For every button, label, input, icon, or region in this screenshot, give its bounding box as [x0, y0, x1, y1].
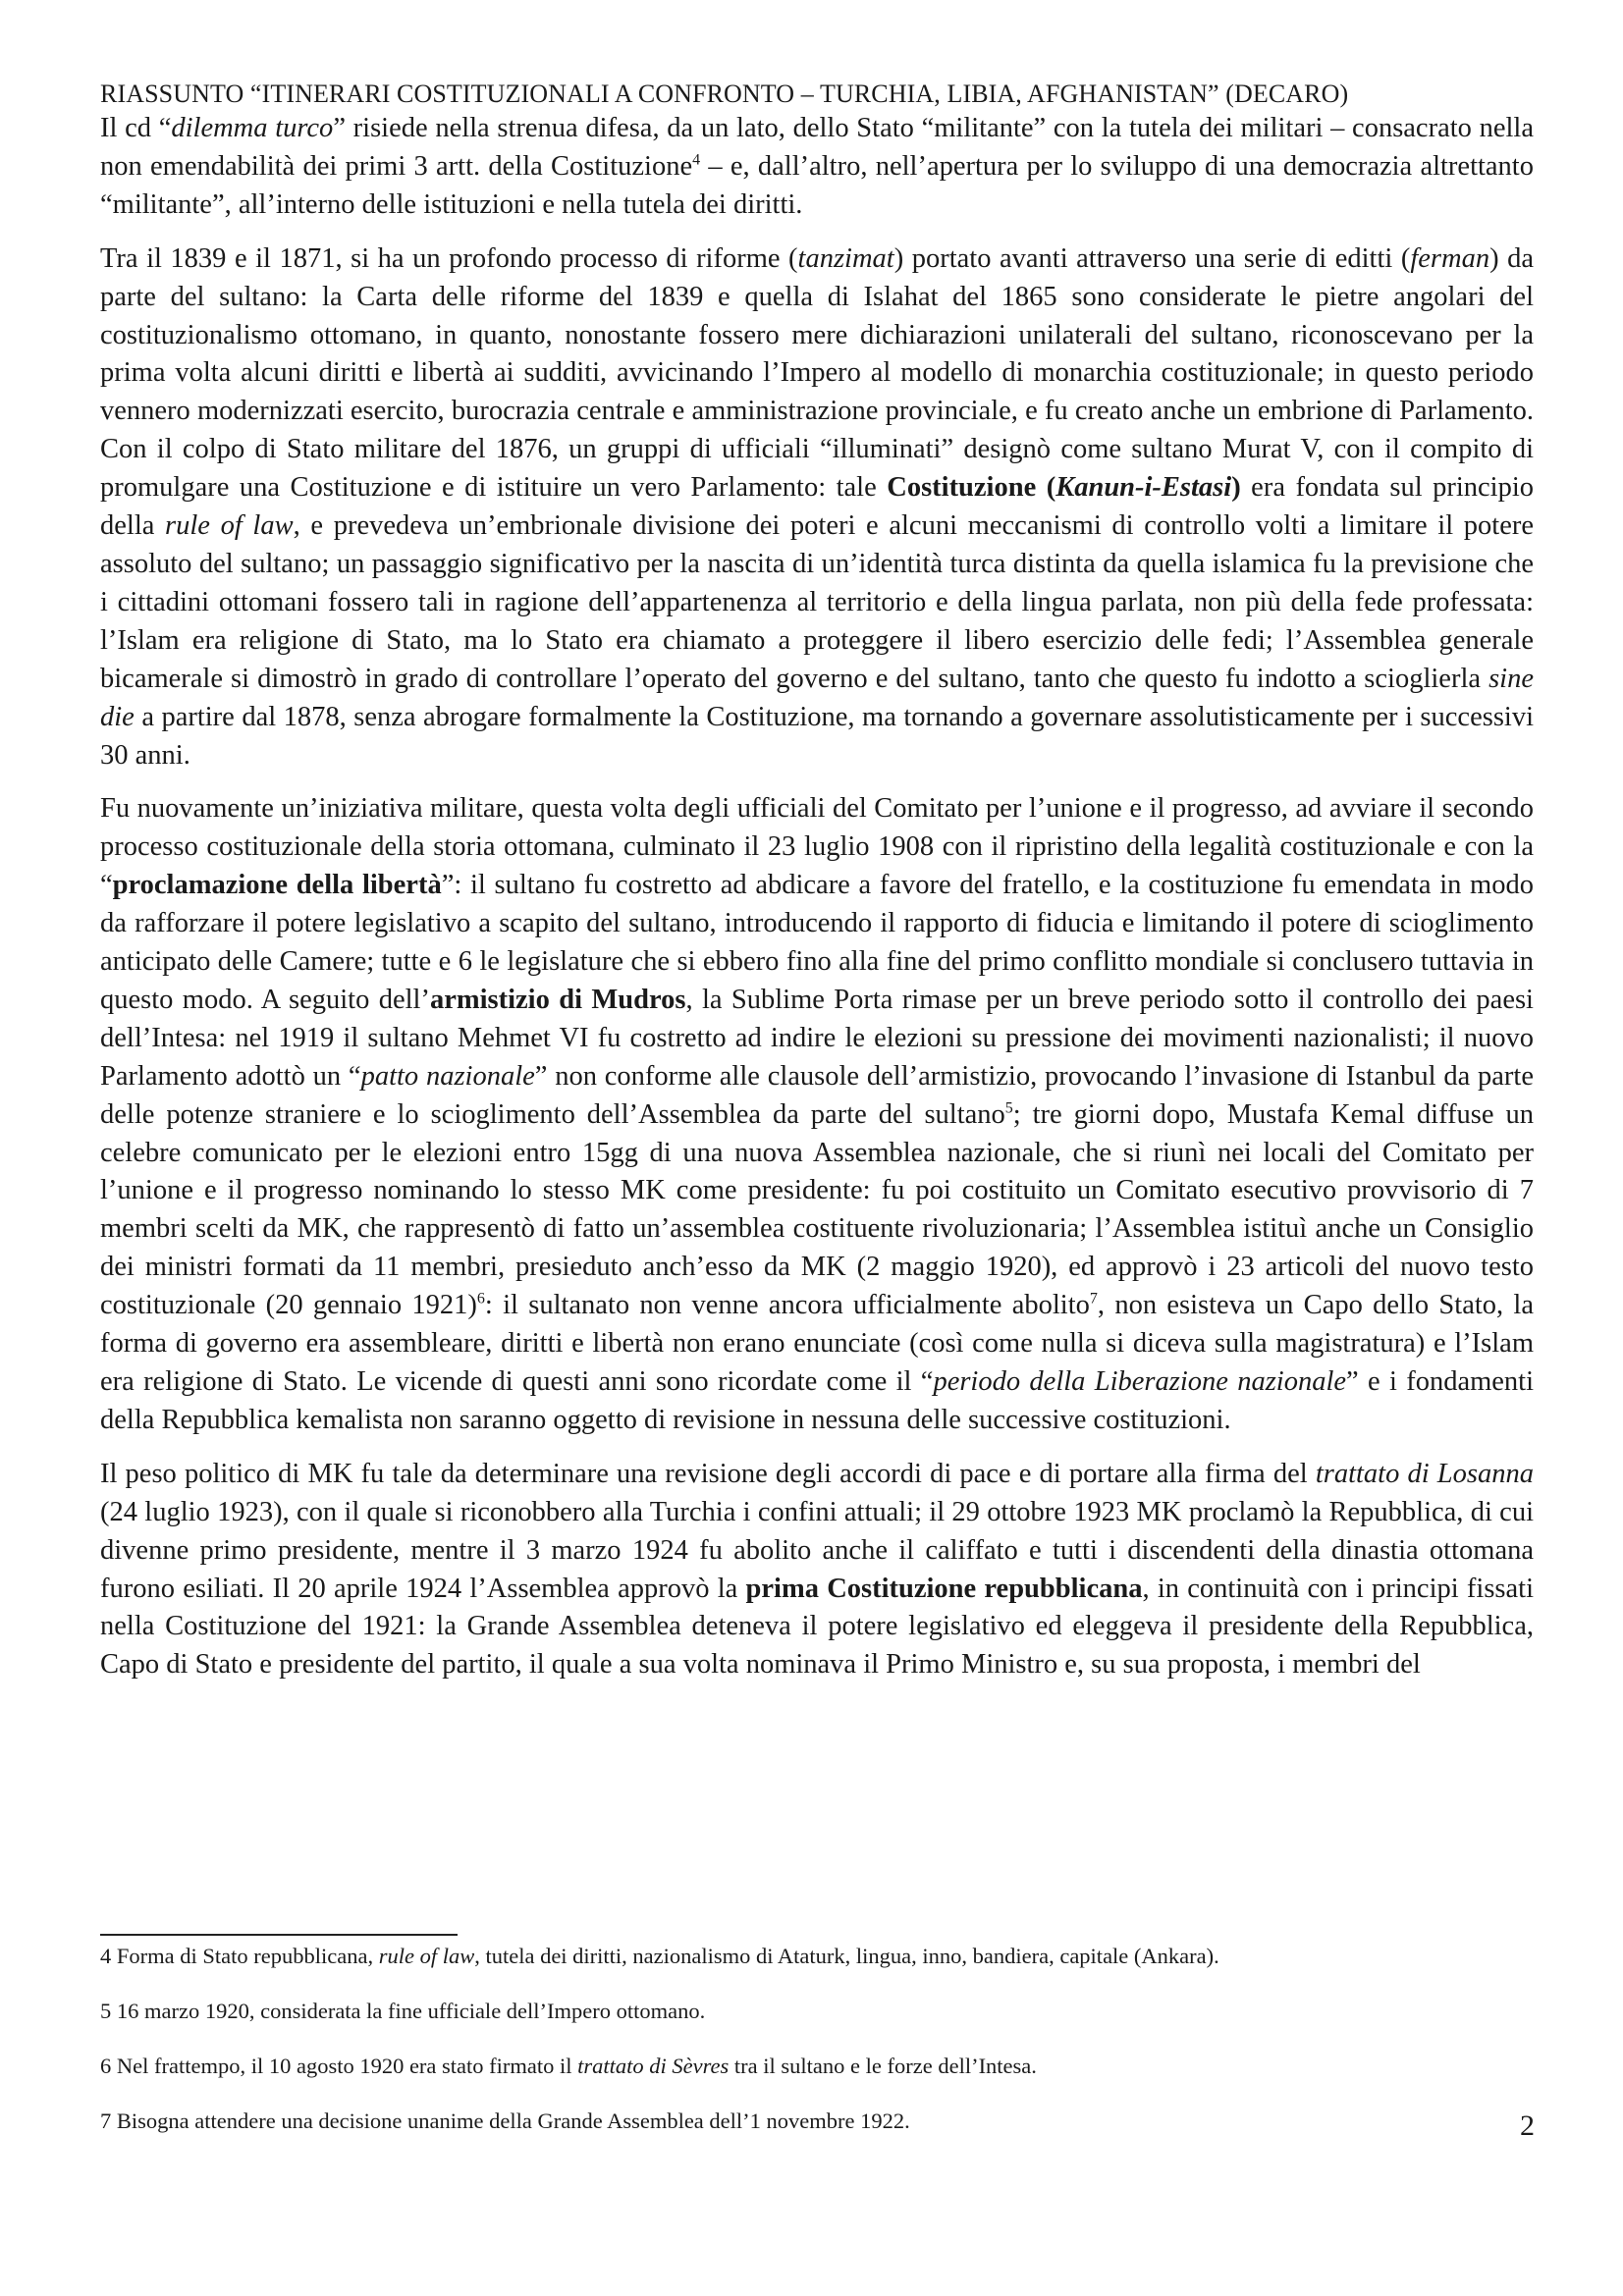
- text-run: tanzimat: [797, 242, 894, 274]
- text-run: tra il sultano e le forze dell’Intesa.: [729, 2054, 1037, 2078]
- text-run: dilemma turco: [171, 113, 334, 143]
- text-run: ”: il sultano fu costretto ad abdicare a favore del fratello, e la costituzione fu emendata in modo da rafforzare il potere legislativo a scapito del sultano, introducendo il rapporto di fiducia e limitando il potere di scioglimento anticipato delle Camere; tutte e 6 le legislature che si ebbero fino alla fine del primo conflitto mondiale si conclusero tuttavia in questo modo. A seguito dell’: [100, 870, 1534, 1015]
- paragraph-tanzimat: [100, 240, 1534, 775]
- footnotes: [100, 1942, 1534, 2162]
- text-run: trattato di Sèvres: [577, 2054, 730, 2078]
- footnote-6: [100, 2052, 1534, 2081]
- paragraph-secondo-processo: [100, 790, 1534, 1439]
- running-header: RIASSUNTO “ITINERARI COSTITUZIONALI A CONFRONTO – TURCHIA, LIBIA, AFGHANISTAN” (DECARO): [100, 80, 1349, 108]
- text-run: trattato di Losanna: [1315, 1458, 1534, 1489]
- text-run: patto nazionale: [360, 1060, 535, 1092]
- text-run: Tra il 1839 e il 1871, si ha un profondo processo di riforme (: [100, 242, 798, 274]
- footnote-separator: [100, 1934, 458, 1936]
- text-run: proclamazione della libertà: [112, 870, 442, 901]
- text-run: , tutela dei diritti, nazionalismo di Ataturk, lingua, inno, bandiera, capitale (Ankara).: [474, 1944, 1219, 1968]
- body-text: [100, 110, 1534, 1700]
- text-run: ; tre giorni dopo, Mustafa Kemal diffuse un celebre comunicato per le elezioni entro 15gg di una nuova Assemblea nazionale, che si riunì nei locali del Comitato per l’unione e il progresso nominando lo stesso MK come presidente: fu poi costituito un Comitato esecutivo provvisorio di 7 membri scelti da MK, che rappresentò di fatto un’assemblea costituente rivoluzionaria; l’Assemblea istituì anche un Consiglio dei ministri formati da 11 membri, presieduto anch’esso da MK (2 maggio 1920), ed approvò i 23 articoli del nuovo testo costituzionale (20 gennaio 1921): [100, 1098, 1534, 1321]
- text-run: Fu nuovamente un’iniziativa militare, questa volta degli ufficiali del Comitato per l’unione e il progresso, ad avviare il secondo processo costituzionale della storia ottomana, culminato il 23 luglio 1908 con il ripristino della legalità costituzionale e con la “: [100, 793, 1534, 901]
- text-run: ): [1231, 472, 1241, 504]
- text-run: Costituzione (: [887, 472, 1056, 504]
- footnote-5: [100, 1997, 1534, 2026]
- footnote-ref: 5: [1004, 1099, 1013, 1117]
- footnote-4: [100, 1942, 1534, 1971]
- text-run: periodo della Liberazione nazionale: [933, 1366, 1347, 1397]
- text-run: prima Costituzione repubblicana: [745, 1573, 1143, 1604]
- footnote-ref: 6: [476, 1290, 485, 1308]
- text-run: sine die: [100, 663, 1534, 732]
- footnote-7: [100, 2107, 1534, 2136]
- text-run: ferman: [1410, 242, 1490, 274]
- text-run: ” non conforme alle clausole dell’armistizio, provocando l’invasione di Istanbul da parte delle potenze straniere e lo scioglimento dell’Assemblea da parte del sultano: [100, 1060, 1534, 1130]
- text-run: , la Sublime Porta rimase per un breve periodo sotto il controllo dei paesi dell’Intesa: nel 1919 il sultano Mehmet VI fu costretto ad indire le elezioni su pressione dei movimenti nazionalisti; il nuovo Parlamento adottò un “: [100, 984, 1534, 1092]
- text-run: ) portato avanti attraverso una serie di editti (: [893, 242, 1411, 274]
- text-run: : il sultanato non venne ancora ufficialmente abolito: [484, 1290, 1090, 1321]
- text-run: rule of law: [165, 510, 294, 542]
- text-run: era fondata sul principio della: [100, 472, 1535, 542]
- text-run: , in continuità con i principi fissati nella Costituzione del 1921: la Grande Assemblea deteneva il potere legislativo ed eleggeva il presidente della Repubblica, Capo di Stato e presidente del partito, il quale a sua volta nominava il Primo Ministro e, su sua proposta, i membri del: [100, 1573, 1534, 1681]
- text-run: rule of law: [378, 1944, 475, 1968]
- text-run: , non esisteva un Capo dello Stato, la forma di governo era assembleare, diritti e libertà non erano enunciate (così come nulla si diceva sulla magistratura) e l’Islam era religione di Stato. Le vicende di questi anni sono ricordate come il “: [100, 1290, 1534, 1397]
- footnote-ref: 4: [692, 151, 701, 169]
- text-run: 4 Forma di Stato repubblicana,: [100, 1944, 379, 1968]
- paragraph-repubblica: [100, 1456, 1534, 1684]
- text-run: 7 Bisogna attendere una decisione unanime della Grande Assemblea dell’1 novembre 1922.: [100, 2109, 910, 2133]
- text-run: Il peso politico di MK fu tale da determinare una revisione degli accordi di pace e di portare alla firma del: [100, 1458, 1316, 1489]
- text-run: , e prevedeva un’embrionale divisione dei poteri e alcuni meccanismi di controllo volti a limitare il potere assoluto del sultano; un passaggio significativo per la nascita di un’identità turca distinta da quella islamica fu la previsione che i cittadini ottomani fossero tali in ragione dell’appartenenza al territorio e della lingua parlata, non più della fede professata: l’Islam era religione di Stato, ma lo Stato era chiamato a proteggere il libero esercizio delle fedi; l’Assemblea generale bicamerale si dimostrò in grado di controllare l’operato del governo e del sultano, tanto che questo fu indotto a scioglierla: [100, 510, 1534, 694]
- text-run: armistizio di Mudros: [429, 984, 686, 1015]
- text-run: a partire dal 1878, senza abrogare formalmente la Costituzione, ma tornando a governare assolutisticamente per i successivi 30 anni.: [100, 701, 1534, 771]
- text-run: Il cd “: [100, 113, 172, 143]
- text-run: (24 luglio 1923), con il quale si riconobbero alla Turchia i confini attuali; il 29 ottobre 1923 MK proclamò la Repubblica, di cui divenne primo presidente, mentre il 3 marzo 1924 fu abolito anche il califfato e tutti i discendenti della dinastia ottomana furono esiliati. Il 20 aprile 1924 l’Assemblea approvò la: [100, 1496, 1534, 1604]
- text-run: ” e i fondamenti della Repubblica kemalista non saranno oggetto di revisione in nessuna delle successive costituzioni.: [100, 1366, 1535, 1435]
- text-run: Kanun-i-Estasi: [1055, 472, 1232, 504]
- text-run: ) da parte del sultano: la Carta delle riforme del 1839 e quella di Islahat del 1865 sono considerate le pietre angolari del costituzionalismo ottomano, in quanto, nonostante fossero mere dichiarazioni unilaterali del sultano, riconoscevano per la prima volta alcuni diritti e libertà ai sudditi, avvicinando l’Impero al modello di monarchia costituzionale; in questo periodo vennero modernizzati esercito, burocrazia centrale e amministrazione provinciale, e fu creato anche un embrione di Parlamento. Con il colpo di Stato militare del 1876, un gruppi di ufficiali “illuminati” designò come sultano Murat V, con il compito di promulgare una Costituzione e di istituire un vero Parlamento: tale: [100, 242, 1534, 504]
- text-run: ” risiede nella strenua difesa, da un lato, dello Stato “militante” con la tutela dei militari – consacrato nella non emendabilità dei primi 3 artt. della Costituzione: [100, 113, 1534, 182]
- footnote-ref: 7: [1089, 1290, 1098, 1308]
- paragraph-dilemma-turco: [100, 110, 1534, 225]
- text-run: 6 Nel frattempo, il 10 agosto 1920 era stato firmato il: [100, 2054, 578, 2078]
- text-run: 5 16 marzo 1920, considerata la fine ufficiale dell’Impero ottomano.: [100, 1999, 706, 2023]
- text-run: – e, dall’altro, nell’apertura per lo sviluppo di una democrazia altrettanto “militante”, all’interno delle istituzioni e nella tutela dei diritti.: [100, 150, 1534, 220]
- page-number: 2: [1520, 2109, 1535, 2142]
